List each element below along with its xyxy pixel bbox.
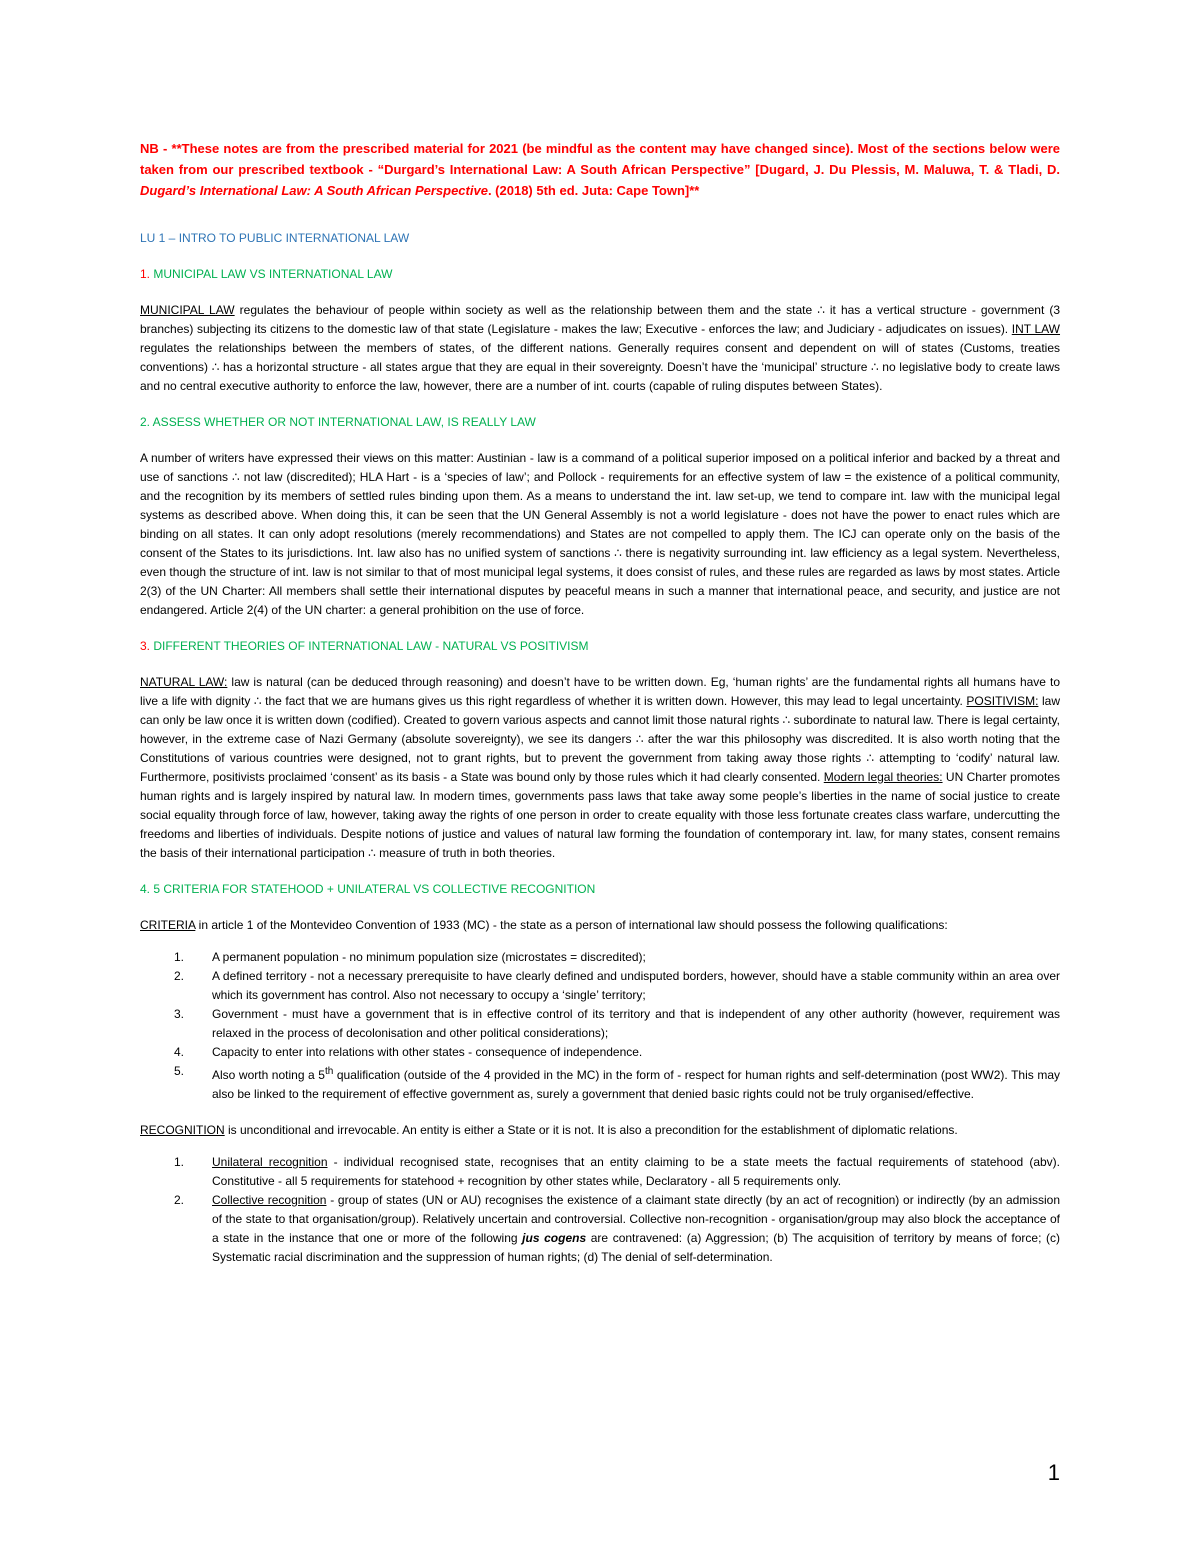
- criteria-list: [140, 948, 1060, 1104]
- superscript: th: [324, 1066, 334, 1077]
- municipal-law-text: regulates the behaviour of people within society as well as the relationship between them and the state ∴ it has a vertical structure - government (3 branches) subjecting its citizens to the domestic law of that state (Legislature - makes the law; Executive - enforces the law; and Judiciary - adjudicates on issues).: [140, 303, 1060, 336]
- list-text: A defined territory - not a necessary prerequisite to have clearly defined and undisputed borders, however, should have a stable community within an area over which its government has control. Also not necessary to occupy a ‘single’ territory;: [212, 969, 1060, 1002]
- list-number: 1.: [174, 1155, 185, 1169]
- list-number: 2.: [174, 1193, 185, 1207]
- list-number: 5.: [174, 1064, 185, 1078]
- int-law-text: regulates the relationships between the members of states, of the different nations. Generally requires consent and dependent on will of states (Customs, treaties conventions) ∴ has a horizontal structure - all states argue that they are equal in their sovereignty. Doesn’t have the ‘municipal’ structure ∴ no legislative body to create laws and no central executive authority to enforce the law, however, there are a number of int. courts (capable of ruling disputes between States).: [140, 341, 1060, 393]
- list-item: [140, 1153, 1060, 1191]
- list-item: [140, 1191, 1060, 1267]
- nb-disclaimer: [140, 138, 1060, 201]
- term-int-law: INT LAW: [1011, 322, 1061, 336]
- latin-term: jus cogens: [522, 1231, 587, 1245]
- nb-suffix: . (2018) 5th ed. Juta: Cape Town]**: [487, 183, 700, 198]
- term-modern-legal-theories: Modern legal theories:: [823, 770, 943, 784]
- term-criteria: CRITERIA: [140, 918, 196, 932]
- list-item: [140, 967, 1060, 1005]
- list-text: - individual recognised state, recognises that an entity claiming to be a state meets the factual requirements of statehood (abv). Constitutive - all 5 requirements for statehood + recognition by other states while, Declaratory - all 5 requirements only.: [212, 1155, 1061, 1188]
- list-text-b: are contravened: (a) Aggression; (b) The acquisition of territory by means of force; (c) Systematic racial discrimination and the suppression of human rights; (d) The denial of self-determination.: [212, 1231, 1061, 1264]
- recognition-intro: [140, 1121, 1060, 1140]
- recognition-list: [140, 1153, 1060, 1267]
- list-text-b: qualification (outside of the 4 provided in the MC) in the form of - respect for human rights and self-determination (post WW2). This may also be linked to the requirement of effective government as, surely a government that denied basic rights could not be truly organised/effective.: [212, 1068, 1060, 1101]
- section-3-number: 3.: [140, 639, 151, 653]
- list-text-a: Also worth noting a 5: [212, 1068, 325, 1082]
- page-number: 1: [1047, 1460, 1060, 1485]
- recognition-text: is unconditional and irrevocable. An entity is either a State or it is not. It is also a precondition for the establishment of diplomatic relations.: [224, 1123, 958, 1137]
- term-natural-law: NATURAL LAW:: [140, 675, 228, 689]
- list-number: 2.: [174, 969, 185, 983]
- list-text: Government - must have a government that is in effective control of its territory and that is independent of any other authority (however, requirement was relaxed in the process of decolonisation and other political considerations);: [212, 1007, 1060, 1040]
- term-municipal-law: MUNICIPAL LAW: [140, 303, 235, 317]
- term-unilateral-recognition: Unilateral recognition: [212, 1155, 328, 1169]
- list-text-a: - group of states (UN or AU) recognises the existence of a claimant state directly (by an act of recognition) or indirectly (by an admission of the state to that organisation/group). Relatively uncertain and controversial. Collective non-recognition - organisation/group may also block the acceptance of a state in the instance that one or more of the following: [212, 1193, 1061, 1245]
- list-item: [140, 948, 1060, 967]
- nb-prefix: NB - **These notes are from the prescribed material for 2021 (be mindful as the content may have changed since). Most of the sections below were taken from our prescribed textbook - “Durgard’s International Law: A South African Perspective” [Dugard, J. Du Plessis, M. Maluwa, T. & Tladi, D.: [140, 141, 1060, 177]
- list-number: 3.: [174, 1007, 185, 1021]
- section-1-heading: [140, 265, 1060, 284]
- section-3-heading: [140, 637, 1060, 656]
- section-4-heading: 4. 5 CRITERIA FOR STATEHOOD + UNILATERAL VS COLLECTIVE RECOGNITION: [140, 882, 596, 896]
- criteria-text: in article 1 of the Montevideo Convention of 1933 (MC) - the state as a person of international law should possess the following qualifications:: [195, 918, 948, 932]
- natural-law-text: law is natural (can be deduced through reasoning) and doesn’t have to be written down. Eg, ‘human rights’ are the fundamental rights all humans have to live a life with dignity ∴ the fact that we are humans gives us this right regardless of whether it is written down. However, this may lead to legal uncertainty.: [140, 675, 1060, 708]
- term-recognition: RECOGNITION: [140, 1123, 225, 1137]
- modern-legal-theories-text: UN Charter promotes human rights and is largely inspired by natural law. In modern times, governments pass laws that take away some people’s liberties in the name of social justice to create social equality through force of law, however, taking away the rights of one person in order to create equality with those less fortunate creates class warfare, undercutting the freedoms and liberties of individuals. Despite notions of justice and values of natural law forming the foundation of contemporary int. law, for many states, consent remains the basis of their international participation ∴ measure of truth in both theories.: [140, 770, 1060, 860]
- section-1-title: MUNICIPAL LAW VS INTERNATIONAL LAW: [150, 267, 393, 281]
- list-number: 1.: [174, 950, 185, 964]
- term-positivism: POSITIVISM:: [966, 694, 1039, 708]
- list-text: A permanent population - no minimum population size (microstates = discredited);: [212, 950, 646, 964]
- lu-heading: LU 1 – INTRO TO PUBLIC INTERNATIONAL LAW: [140, 231, 410, 245]
- list-item: [140, 1005, 1060, 1043]
- nb-book-title: Dugard’s International Law: A South African Perspective: [140, 183, 488, 198]
- section-1-body: [140, 301, 1060, 396]
- section-2-heading: 2. ASSESS WHETHER OR NOT INTERNATIONAL LAW, IS REALLY LAW: [140, 415, 536, 429]
- list-text: Capacity to enter into relations with other states - consequence of independence.: [212, 1045, 643, 1059]
- term-collective-recognition: Collective recognition: [212, 1193, 327, 1207]
- positivism-text: law can only be law once it is written down (codified). Created to govern various aspects and cannot limit those natural rights ∴ subordinate to natural law. There is legal certainty, however, in the extreme case of Nazi Germany (absolute sovereignty), we see its dangers ∴ after the war this philosophy was discredited. It is also worth noting that the Constitutions of various countries were designed, not to grant rights, but to prevent the government from taking away those rights ∴ attempting to ‘codify’ natural law. Furthermore, positivists proclaimed ‘consent’ as its basis - a State was bound only by those rules which it had clearly consented.: [140, 694, 1060, 784]
- list-item: [140, 1062, 1060, 1104]
- list-number: 4.: [174, 1045, 185, 1059]
- section-3-body: [140, 673, 1060, 863]
- criteria-intro: [140, 916, 1060, 935]
- section-2-body: A number of writers have expressed their views on this matter: Austinian - law is a command of a political superior imposed on a political inferior and backed by a threat and use of sanctions ∴ not law (discredited); HLA Hart - is a ‘species of law’; and Pollock - requirements for an effective system of law = the existence of a political community, and the recognition by its members of settled rules binding upon them. As a means to understand the int. law set-up, we tend to compare int. law with the municipal legal systems as described above. When doing this, it can be seen that the UN General Assembly is not a world legislature - does not have the power to enact rules which are binding on all states. It can only adopt resolutions (merely recommendations) and States are not compelled to apply them. The ICJ can operate only on the basis of the consent of the States to its jurisdictions. Int. law also has no unified system of sanctions ∴ there is negativity surrounding int. law efficiency as a legal system. Nevertheless, even though the structure of int. law is not similar to that of most municipal legal systems, it does consist of rules, and these rules are regarded as laws by most states. Article 2(3) of the UN Charter: All members shall settle their international disputes by peaceful means in such a manner that international peace, and security, and justice are not endangered. Article 2(4) of the UN charter: a general prohibition on the use of force.: [140, 451, 1060, 617]
- document-page: [140, 138, 1060, 1284]
- section-3-title: DIFFERENT THEORIES OF INTERNATIONAL LAW - NATURAL VS POSITIVISM: [150, 639, 589, 653]
- section-1-number: 1.: [140, 267, 151, 281]
- list-item: [140, 1043, 1060, 1062]
